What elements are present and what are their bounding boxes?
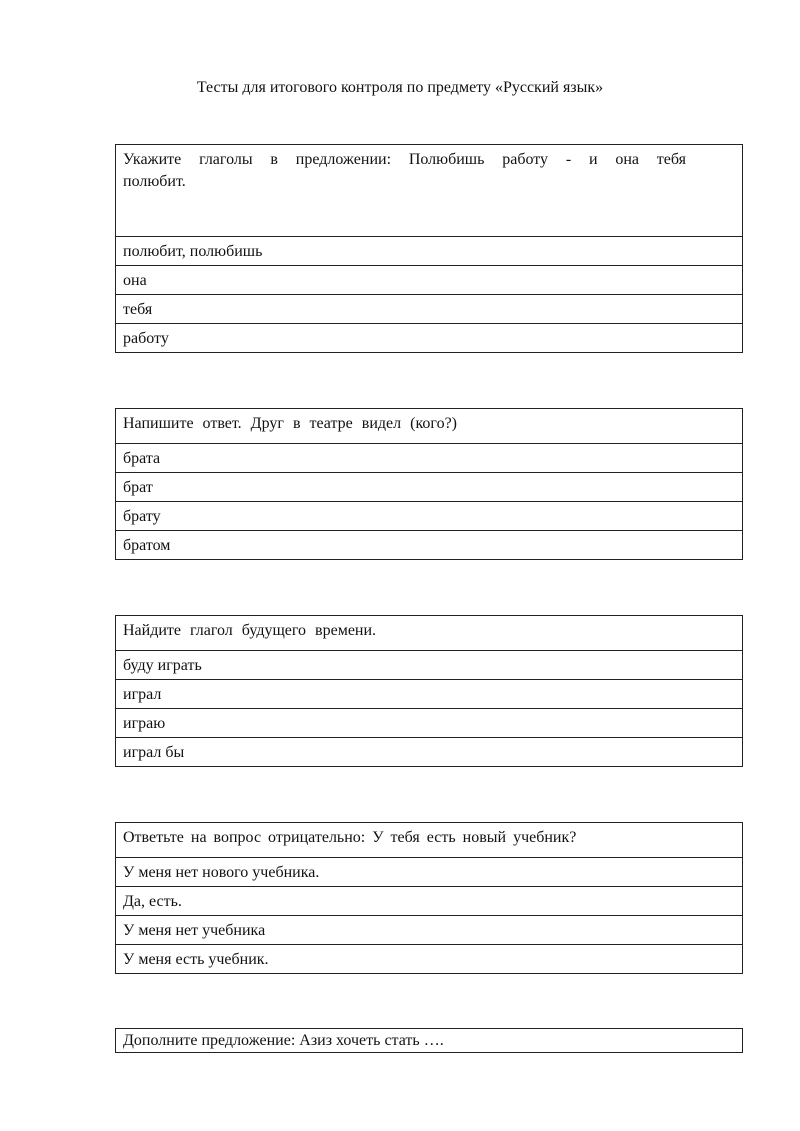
- answer-option: полюбит, полюбишь: [116, 237, 743, 266]
- answer-option: она: [116, 266, 743, 295]
- answer-option: брат: [116, 473, 743, 502]
- question-text: Напишите ответ. Друг в театре видел (кого?): [116, 409, 743, 444]
- answer-option: играл: [116, 680, 743, 709]
- answer-option: играю: [116, 709, 743, 738]
- question-text: Укажите глаголы в предложении: Полюбишь работу - и она тебя полюбит.: [116, 145, 743, 237]
- answer-option: играл бы: [116, 738, 743, 767]
- answer-option: Да, есть.: [116, 887, 743, 916]
- answer-option: У меня есть учебник.: [116, 945, 743, 974]
- answer-option: У меня нет нового учебника.: [116, 858, 743, 887]
- answer-option: тебя: [116, 295, 743, 324]
- question-text: Дополните предложение: Азиз хочеть стать ….: [116, 1029, 743, 1053]
- answer-option: брата: [116, 444, 743, 473]
- answer-option: У меня нет учебника: [116, 916, 743, 945]
- answer-option: брату: [116, 502, 743, 531]
- question-block-1: [115, 144, 743, 353]
- question-block-4: [115, 822, 743, 974]
- question-block-2: [115, 408, 743, 560]
- answer-option: братом: [116, 531, 743, 560]
- page-title: Тесты для итогового контроля по предмету «Русский язык»: [196, 79, 604, 96]
- answer-option: работу: [116, 324, 743, 353]
- question-block-5: [115, 1028, 743, 1053]
- question-block-3: [115, 615, 743, 767]
- question-text: Найдите глагол будущего времени.: [116, 616, 743, 651]
- question-text: Ответьте на вопрос отрицательно: У тебя есть новый учебник?: [116, 823, 743, 858]
- answer-option: буду играть: [116, 651, 743, 680]
